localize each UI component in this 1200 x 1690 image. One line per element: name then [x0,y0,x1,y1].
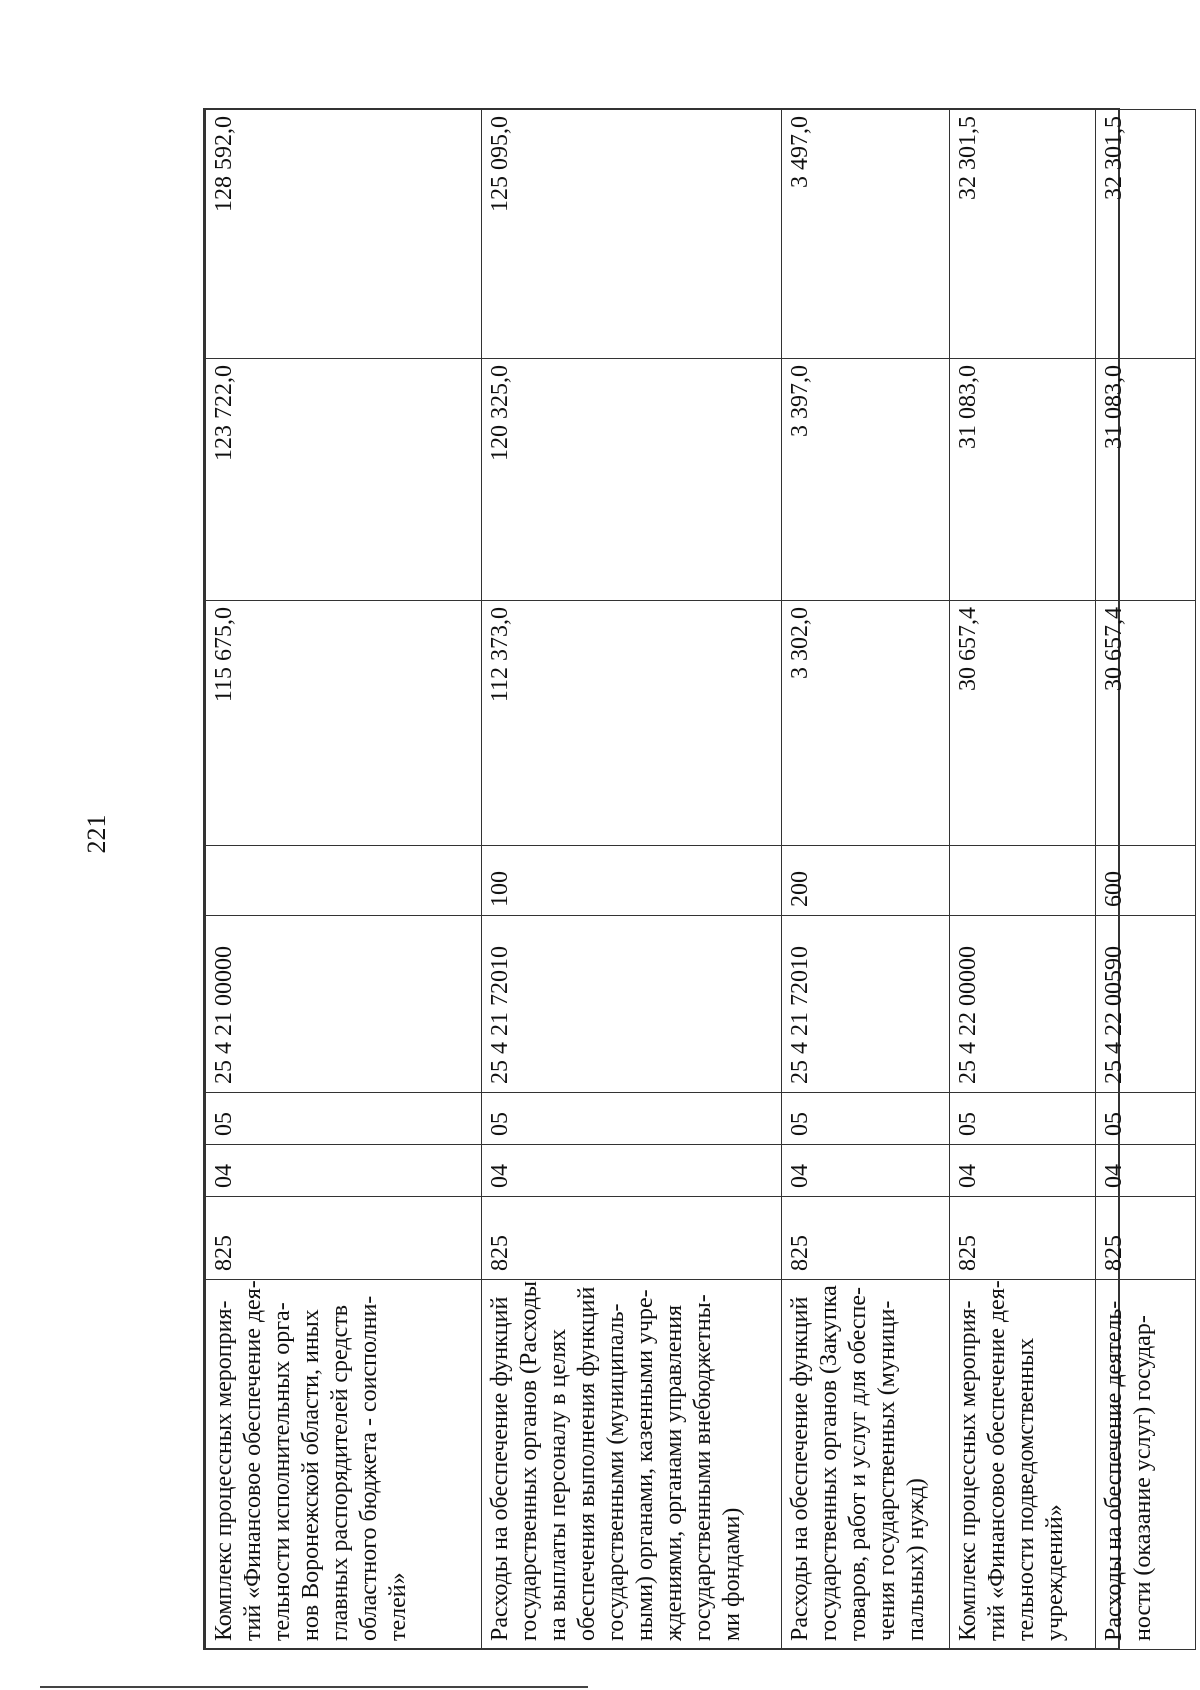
expense-name-line: товаров, работ и услуг для обеспе- [845,1286,871,1641]
rz-cell: 04 [1096,1145,1196,1197]
vr-cell: 600 [1096,846,1196,916]
expense-name-line: ными) органами, казенными учре- [632,1289,658,1641]
vr-cell [206,846,482,916]
y2-cell: 31 083,0 [950,359,1096,601]
y1-cell: 3 302,0 [782,601,950,846]
expense-name-line: тельности подведомственных [1013,1337,1039,1641]
expense-name-line: пальных) нужд) [903,1478,929,1641]
y3-cell: 32 301,5 [950,110,1096,359]
table-row [950,110,1096,1650]
vr-cell: 100 [482,846,782,916]
expense-name-cell [950,1280,1096,1650]
csr-cell: 25 4 22 00590 [1096,916,1196,1093]
expense-name-line: телей» [385,1572,411,1641]
rz-cell: 04 [950,1145,1096,1197]
budget-table [205,109,1196,1650]
y3-cell: 125 095,0 [482,110,782,359]
y2-cell: 120 325,0 [482,359,782,601]
y3-cell: 32 301,5 [1096,110,1196,359]
y2-cell: 123 722,0 [206,359,482,601]
pr-cell: 05 [950,1093,1096,1145]
expense-name-line: тий «Финансовое обеспечение дея- [240,1280,266,1641]
gr-cell: 825 [206,1197,482,1280]
rz-cell: 04 [206,1145,482,1197]
expense-name-line: Расходы на обеспечение деятель- [1101,1300,1127,1641]
y3-cell: 128 592,0 [206,110,482,359]
expense-name-line: государственных органов (Закупка [816,1285,842,1641]
expense-name-line: Расходы на обеспечение функций [787,1296,813,1641]
expense-name-line: ми фондами) [719,1507,745,1641]
y1-cell: 115 675,0 [206,601,482,846]
expense-name-line: государственных органов (Расходы [516,1280,542,1641]
table-row [1096,110,1196,1650]
expense-name-line: обеспечения выполнения функций [574,1286,600,1641]
budget-table-frame [203,108,1156,1650]
vr-cell: 200 [782,846,950,916]
expense-name-line: областного бюджета - соисполни- [356,1295,382,1641]
expense-name-cell [482,1280,782,1650]
y2-cell: 31 083,0 [1096,359,1196,601]
pr-cell: 05 [206,1093,482,1145]
expense-name-cell [206,1280,482,1650]
table-row [206,110,482,1650]
expense-name-line: государственными (муниципаль- [603,1303,629,1641]
gr-cell: 825 [482,1197,782,1280]
expense-name-line: главных распорядителей средств [327,1304,353,1641]
expense-name-line: нов Воронежской области, иных [298,1309,324,1641]
expense-name-line: учреждений» [1042,1504,1068,1641]
expense-name-line: ждениями, органами управления [661,1304,687,1641]
gr-cell: 825 [950,1197,1096,1280]
y2-cell: 3 397,0 [782,359,950,601]
rz-cell: 04 [782,1145,950,1197]
page-number: 221 [82,814,111,854]
gr-cell: 825 [782,1197,950,1280]
y1-cell: 30 657,4 [1096,601,1196,846]
expense-name-line: тий «Финансовое обеспечение дея- [984,1280,1010,1641]
y1-cell: 30 657,4 [950,601,1096,846]
expense-name-line: на выплаты персоналу в целях [545,1328,571,1641]
pr-cell: 05 [482,1093,782,1145]
table-row [482,110,782,1650]
expense-name-line: чения государственных (муници- [874,1300,900,1641]
csr-cell: 25 4 21 72010 [782,916,950,1093]
csr-cell: 25 4 21 72010 [482,916,782,1093]
expense-name-line: Комплекс процессных мероприя- [211,1300,237,1641]
vr-cell [950,846,1096,916]
expense-name-cell [1096,1280,1196,1650]
expense-name-line: Комплекс процессных мероприя- [955,1300,981,1641]
pr-cell: 05 [1096,1093,1196,1145]
y3-cell: 3 497,0 [782,110,950,359]
expense-name-line: тельности исполнительных орга- [269,1302,295,1641]
expense-name-line: Расходы на обеспечение функций [487,1296,513,1641]
pr-cell: 05 [782,1093,950,1145]
budget-table-body [206,110,1196,1650]
rz-cell: 04 [482,1145,782,1197]
csr-cell: 25 4 21 00000 [206,916,482,1093]
budget-table-rotated [205,110,1156,1650]
table-row [782,110,950,1650]
csr-cell: 25 4 22 00000 [950,916,1096,1093]
expense-name-line: государственными внебюджетны- [690,1294,716,1641]
expense-name-cell [782,1280,950,1650]
gr-cell: 825 [1096,1197,1196,1280]
y1-cell: 112 373,0 [482,601,782,846]
bottom-rule [40,1686,588,1688]
expense-name-line: ности (оказание услуг) государ- [1130,1315,1156,1641]
